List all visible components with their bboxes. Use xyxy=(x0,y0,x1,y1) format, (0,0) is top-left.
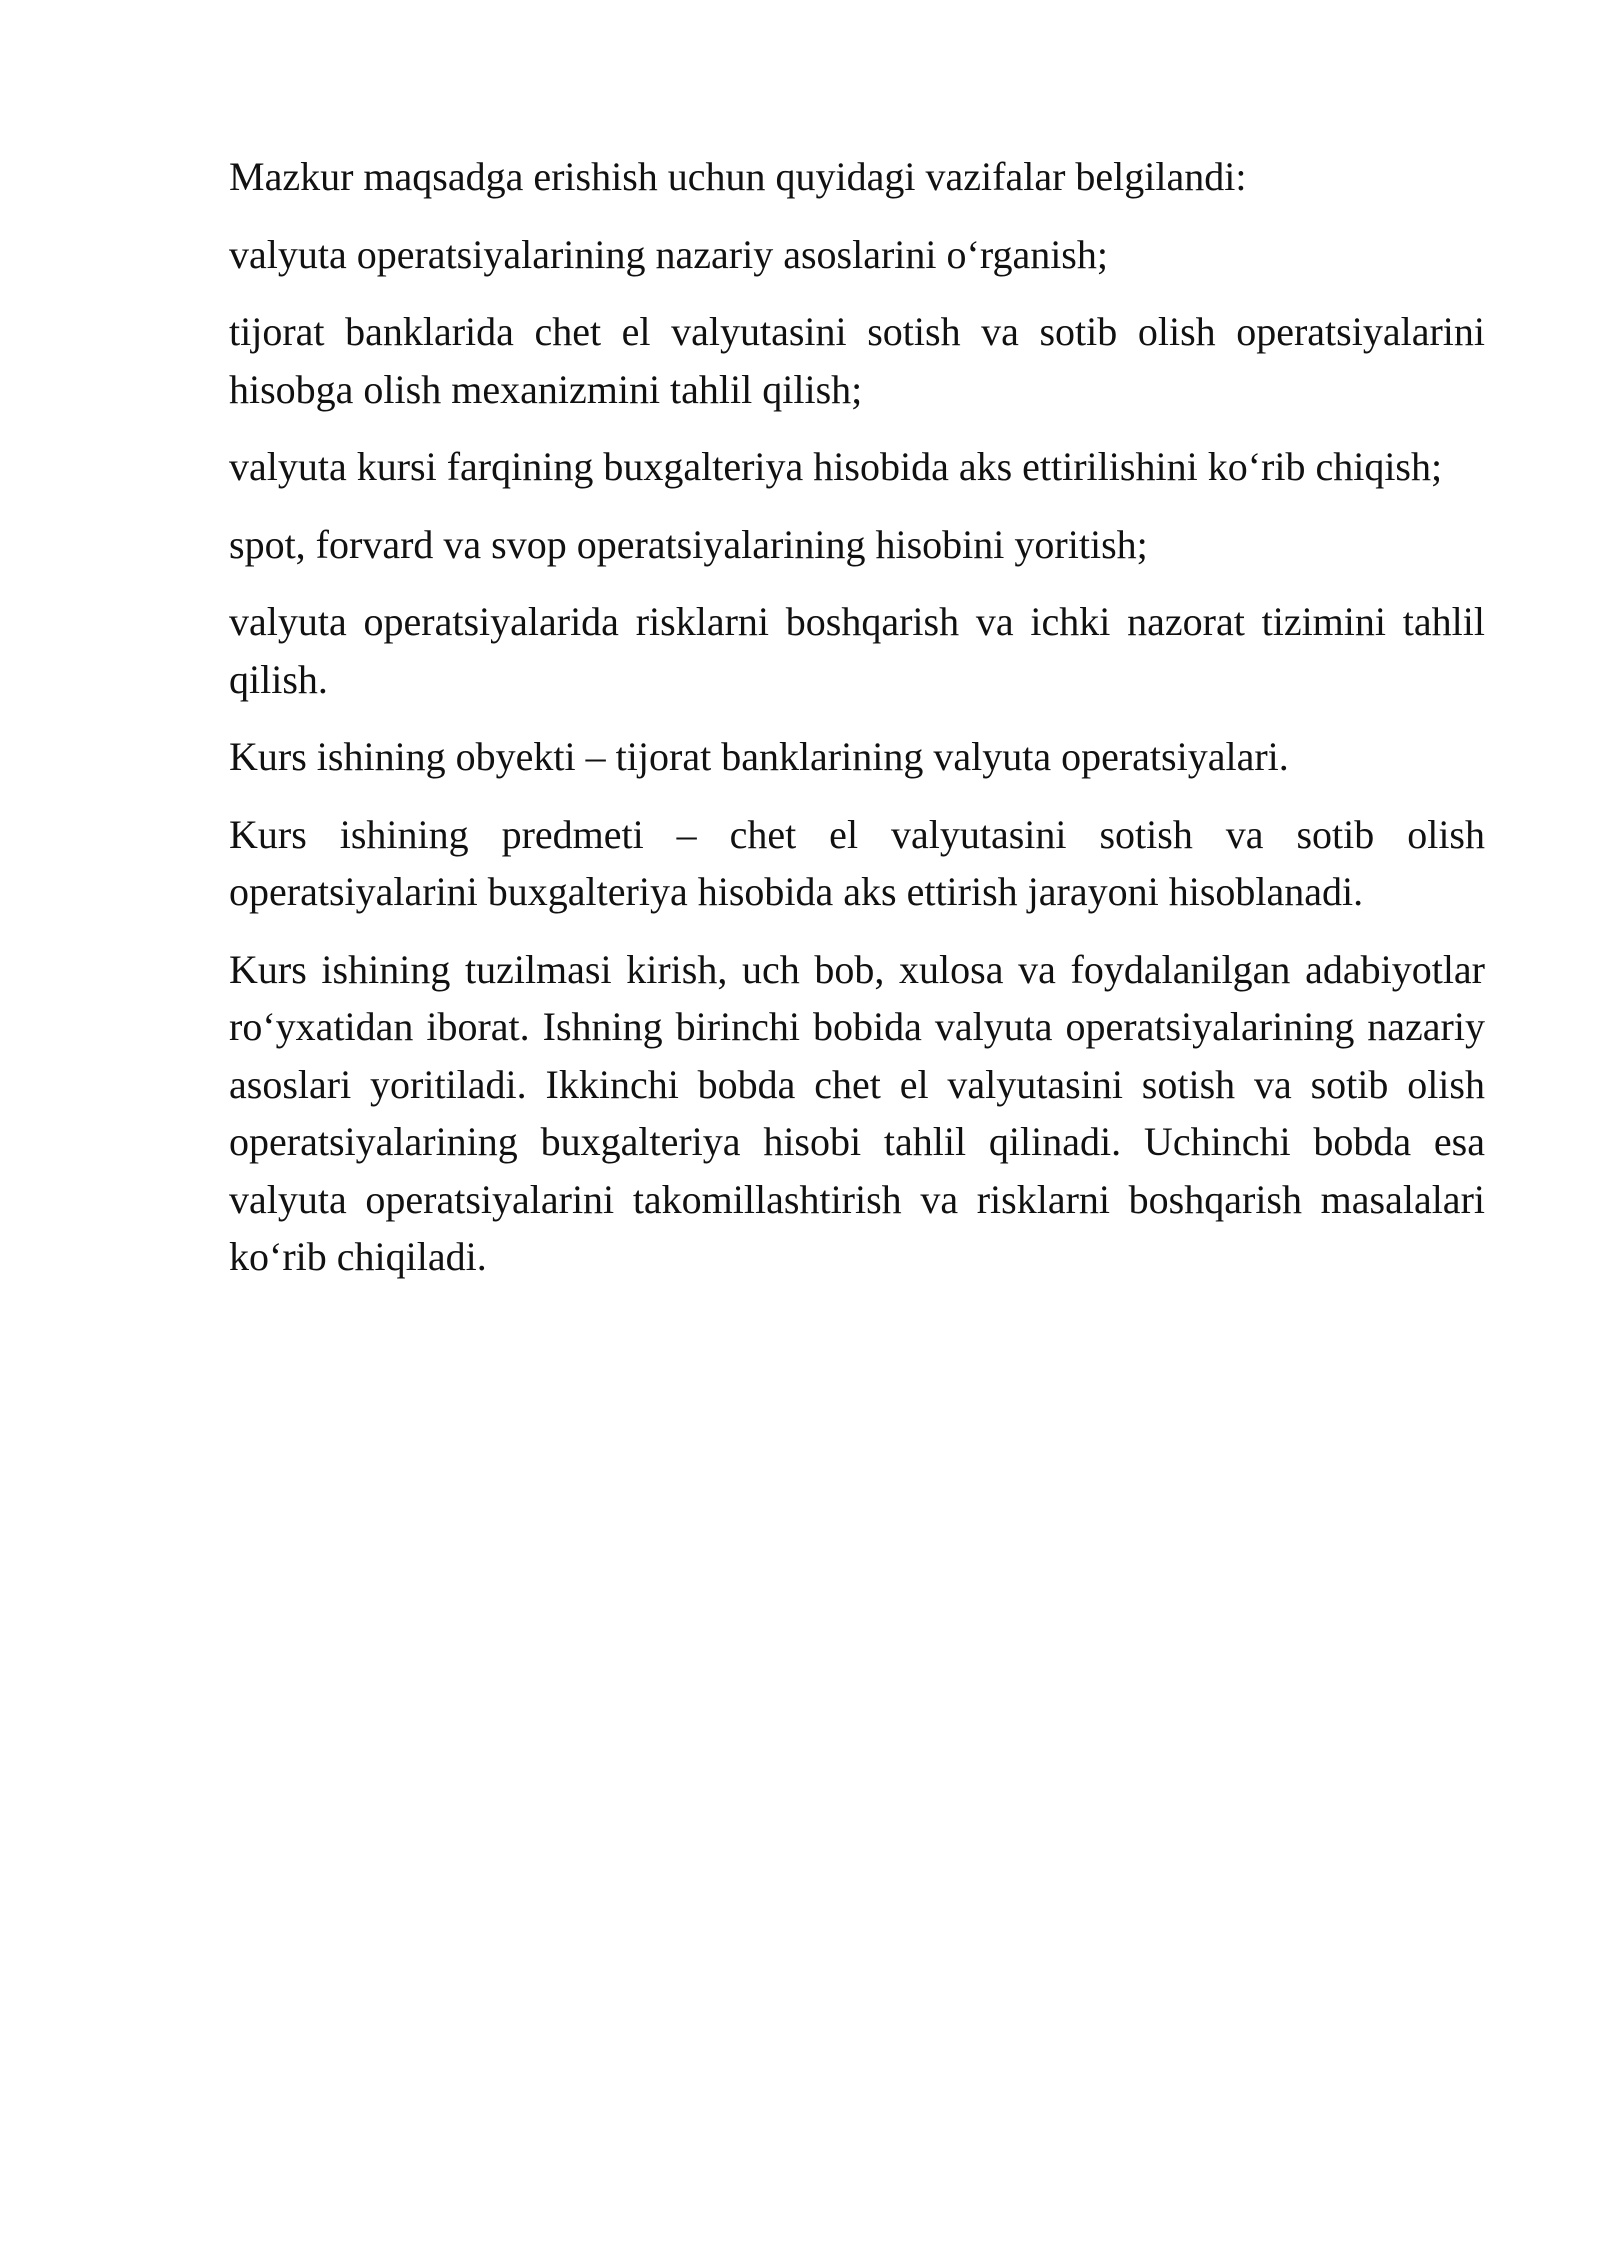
task-item-2: tijorat banklarida chet el valyutasini sotish va sotib olish operatsiyalarini hisobga olish mexanizmini tahlil qilish; xyxy=(229,309,1485,412)
object-paragraph: Kurs ishining obyekti – tijorat banklarining valyuta operatsiyalari. xyxy=(229,734,1289,779)
structure-paragraph: Kurs ishining tuzilmasi kirish, uch bob, xulosa va foydalanilgan adabiyotlar ro‘yxatidan iborat. Ishning birinchi bobida valyuta operatsiyalarining nazariy asoslari yoritiladi. Ikkinchi bobda chet el valyutasini sotish va sotib olish operatsiyalarining buxgalteriya hisobi tahlil qilinadi. Uchinchi bobda esa valyuta operatsiyalarini takomillashtirish va risklarni boshqarish masalalari ko‘rib chiqiladi. xyxy=(229,946,1485,1279)
subject-paragraph: Kurs ishining predmeti – chet el valyutasini sotish va sotib olish operatsiyalarini buxgalteriya hisobida aks ettirish jarayoni hisoblanadi. xyxy=(229,811,1485,914)
task-item-5: valyuta operatsiyalarida risklarni boshqarish va ichki nazorat tizimini tahlil qilish. xyxy=(229,599,1485,702)
intro-paragraph: Mazkur maqsadga erishish uchun quyidagi vazifalar belgilandi: xyxy=(229,154,1247,199)
document-body xyxy=(229,148,1485,1306)
task-item-3: valyuta kursi farqining buxgalteriya hisobida aks ettirilishini ko‘rib chiqish; xyxy=(229,444,1443,489)
task-item-4: spot, forvard va svop operatsiyalarining hisobini yoritish; xyxy=(229,521,1148,567)
task-item-1: valyuta operatsiyalarining nazariy asoslarini o‘rganish; xyxy=(229,231,1108,277)
